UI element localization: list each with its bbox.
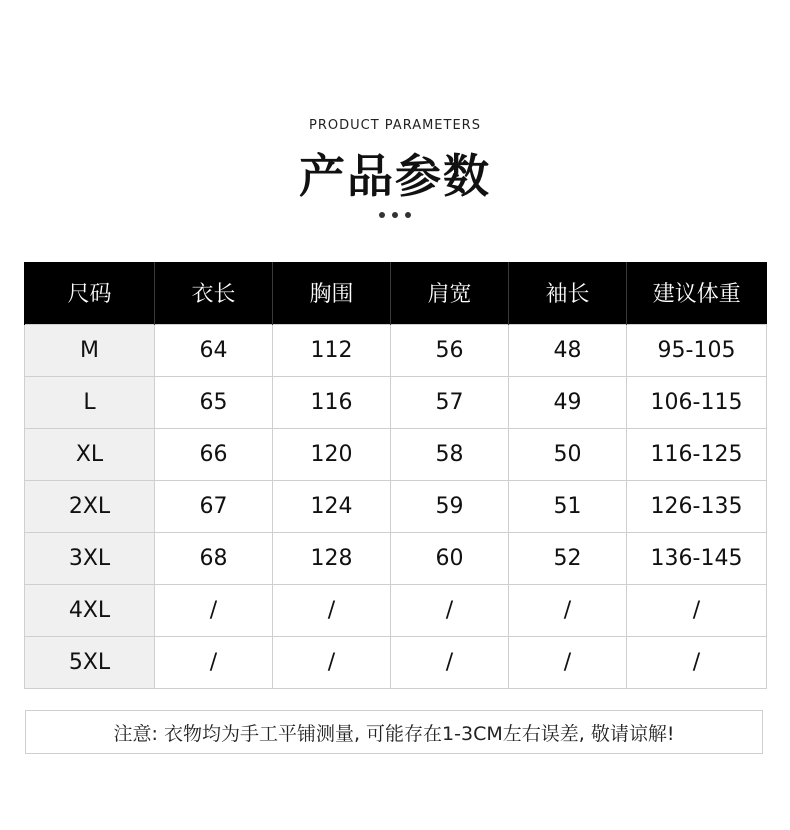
table-cell: / (627, 584, 767, 636)
measurement-note: 注意: 衣物均为手工平铺测量, 可能存在1-3CM左右误差, 敬请谅解! (25, 710, 763, 754)
column-header-weight: 建议体重 (627, 262, 767, 324)
size-cell: 4XL (25, 584, 155, 636)
table-cell: 136-145 (627, 532, 767, 584)
decorative-dots (0, 212, 790, 218)
table-cell: 52 (509, 532, 627, 584)
table-cell: 58 (391, 428, 509, 480)
table-row (25, 480, 767, 532)
table-cell: 60 (391, 532, 509, 584)
dot-icon (379, 212, 385, 218)
table-cell: 128 (273, 532, 391, 584)
table-cell: / (627, 636, 767, 688)
table-row (25, 324, 767, 376)
table-row (25, 376, 767, 428)
table-cell: 49 (509, 376, 627, 428)
size-cell: 5XL (25, 636, 155, 688)
table-cell: / (273, 584, 391, 636)
table-cell: / (509, 584, 627, 636)
table-cell: 50 (509, 428, 627, 480)
table-cell: 67 (155, 480, 273, 532)
size-cell: 3XL (25, 532, 155, 584)
table-cell: 65 (155, 376, 273, 428)
size-table (24, 262, 767, 689)
table-cell: / (391, 636, 509, 688)
column-header-length: 衣长 (155, 262, 273, 324)
table-cell: 51 (509, 480, 627, 532)
column-header-chest: 胸围 (273, 262, 391, 324)
table-cell: 124 (273, 480, 391, 532)
table-cell: 64 (155, 324, 273, 376)
table-header-row (25, 262, 767, 324)
page-title: 产品参数 (299, 149, 491, 203)
size-cell: XL (25, 428, 155, 480)
column-header-size: 尺码 (25, 262, 155, 324)
table-cell: 112 (273, 324, 391, 376)
dot-icon (405, 212, 411, 218)
table-cell: 106-115 (627, 376, 767, 428)
table-cell: / (273, 636, 391, 688)
table-cell: / (155, 636, 273, 688)
table-cell: 126-135 (627, 480, 767, 532)
table-cell: 68 (155, 532, 273, 584)
table-cell: 95-105 (627, 324, 767, 376)
size-cell: M (25, 324, 155, 376)
table-cell: 56 (391, 324, 509, 376)
table-cell: 66 (155, 428, 273, 480)
table-cell: 57 (391, 376, 509, 428)
table-row (25, 636, 767, 688)
dot-icon (392, 212, 398, 218)
table-row (25, 428, 767, 480)
table-cell: 116 (273, 376, 391, 428)
column-header-sleeve: 袖长 (509, 262, 627, 324)
table-cell: / (155, 584, 273, 636)
table-cell: 59 (391, 480, 509, 532)
table-row (25, 532, 767, 584)
size-cell: 2XL (25, 480, 155, 532)
table-row (25, 584, 767, 636)
size-cell: L (25, 376, 155, 428)
table-cell: 120 (273, 428, 391, 480)
table-cell: 48 (509, 324, 627, 376)
section-subtitle: PRODUCT PARAMETERS (309, 118, 481, 133)
column-header-shoulder: 肩宽 (391, 262, 509, 324)
table-cell: / (391, 584, 509, 636)
table-cell: / (509, 636, 627, 688)
table-cell: 116-125 (627, 428, 767, 480)
